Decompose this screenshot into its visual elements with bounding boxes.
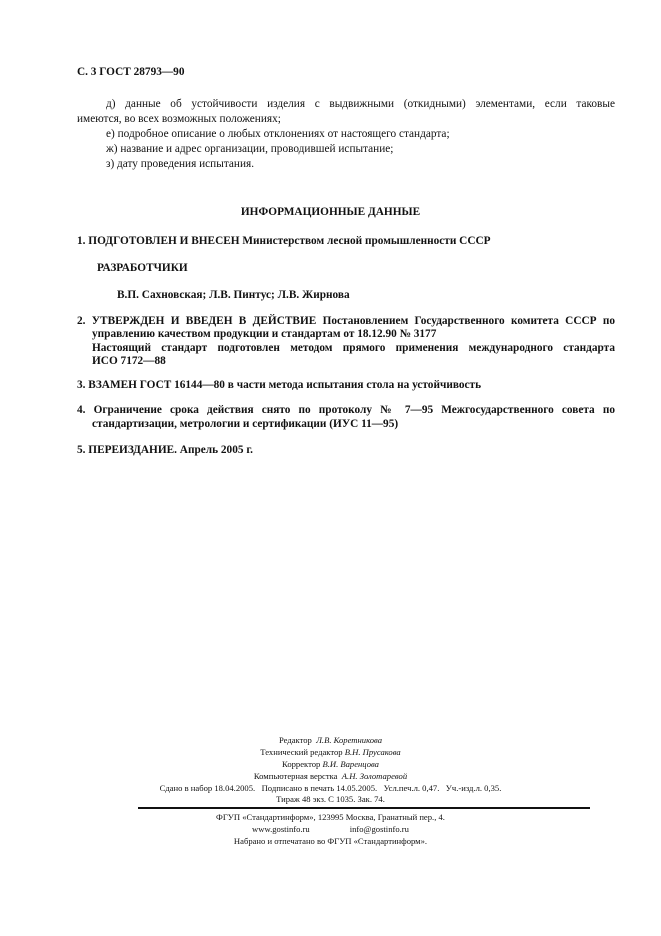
- print-run: Тираж 48 экз. С 1035. Зак. 74.: [276, 794, 385, 804]
- tech-editor-line: [0, 747, 661, 758]
- print-info: Сдано в набор 18.04.2005. Подписано в печать 14.05.2005. Усл.печ.л. 0,47. Уч.-изд.л. 0,35.: [159, 783, 502, 793]
- list-item-d: д) данные об устойчивости изделия с выдвижными (откидными) элементами, если таковые: [106, 98, 615, 110]
- divider: [138, 807, 590, 809]
- info-item-2: 2. УТВЕРЖДЕН И ВВЕДЕН В ДЕЙСТВИЕ Постановлением Государственного комитета СССР по: [77, 315, 615, 327]
- list-item-d-cont: имеются, во всех возможных положениях;: [77, 113, 281, 125]
- info-item-5: 5. ПЕРЕИЗДАНИЕ. Апрель 2005 г.: [77, 444, 254, 456]
- editor-name: Л.В. Коретникова: [316, 735, 383, 745]
- corrector-label: Корректор: [282, 759, 321, 769]
- info-item-2-cont: управлению качеством продукции и стандартам от 18.12.90 № 3177: [92, 328, 437, 340]
- info-item-2-note: Настоящий стандарт подготовлен методом прямого применения международного стандарта: [92, 342, 615, 354]
- editor-label: Редактор: [278, 735, 312, 745]
- section-title: ИНФОРМАЦИОННЫЕ ДАННЫЕ: [240, 206, 421, 218]
- publisher-contacts: [0, 824, 661, 835]
- info-item-4: 4. Ограничение срока действия снято по протоколу № 7—95 Межгосударственного совета по: [77, 404, 615, 416]
- email-link[interactable]: info@gostinfo.ru: [349, 824, 409, 834]
- list-item-z: з) дату проведения испытания.: [106, 158, 255, 170]
- website-link[interactable]: www.gostinfo.ru: [252, 824, 310, 834]
- developers-label: РАЗРАБОТЧИКИ: [97, 262, 188, 274]
- info-item-3: 3. ВЗАМЕН ГОСТ 16144—80 в части метода испытания стола на устойчивость: [77, 379, 482, 391]
- corrector-line: [0, 759, 661, 770]
- list-item-zh: ж) название и адрес организации, проводившей испытание;: [106, 143, 394, 155]
- printer-info: Набрано и отпечатано во ФГУП «Стандартинформ».: [233, 836, 428, 846]
- tech-editor-name: В.Н. Прусакова: [344, 747, 401, 757]
- layout-name: А.Н. Золотаревой: [341, 771, 408, 781]
- layout-line: [0, 771, 661, 782]
- publisher-address: ФГУП «Стандартинформ», 123995 Москва, Гранатный пер., 4.: [216, 812, 445, 822]
- developers-names: В.П. Сахновская; Л.В. Пинтус; Л.В. Жирнова: [117, 289, 350, 301]
- page-header: С. 3 ГОСТ 28793—90: [77, 66, 185, 78]
- editor-line: [0, 735, 661, 746]
- tech-editor-label: Технический редактор: [260, 747, 343, 757]
- list-item-e: е) подробное описание о любых отклонениях от настоящего стандарта;: [106, 128, 450, 140]
- corrector-name: В.И. Варенцова: [322, 759, 379, 769]
- info-item-1: 1. ПОДГОТОВЛЕН И ВНЕСЕН Министерством лесной промышленности СССР: [77, 235, 491, 247]
- layout-label: Компьютерная верстка: [253, 771, 338, 781]
- info-item-4-cont: стандартизации, метрологии и сертификации (ИУС 11—95): [92, 418, 399, 430]
- info-item-2-note-cont: ИСО 7172—88: [92, 355, 166, 367]
